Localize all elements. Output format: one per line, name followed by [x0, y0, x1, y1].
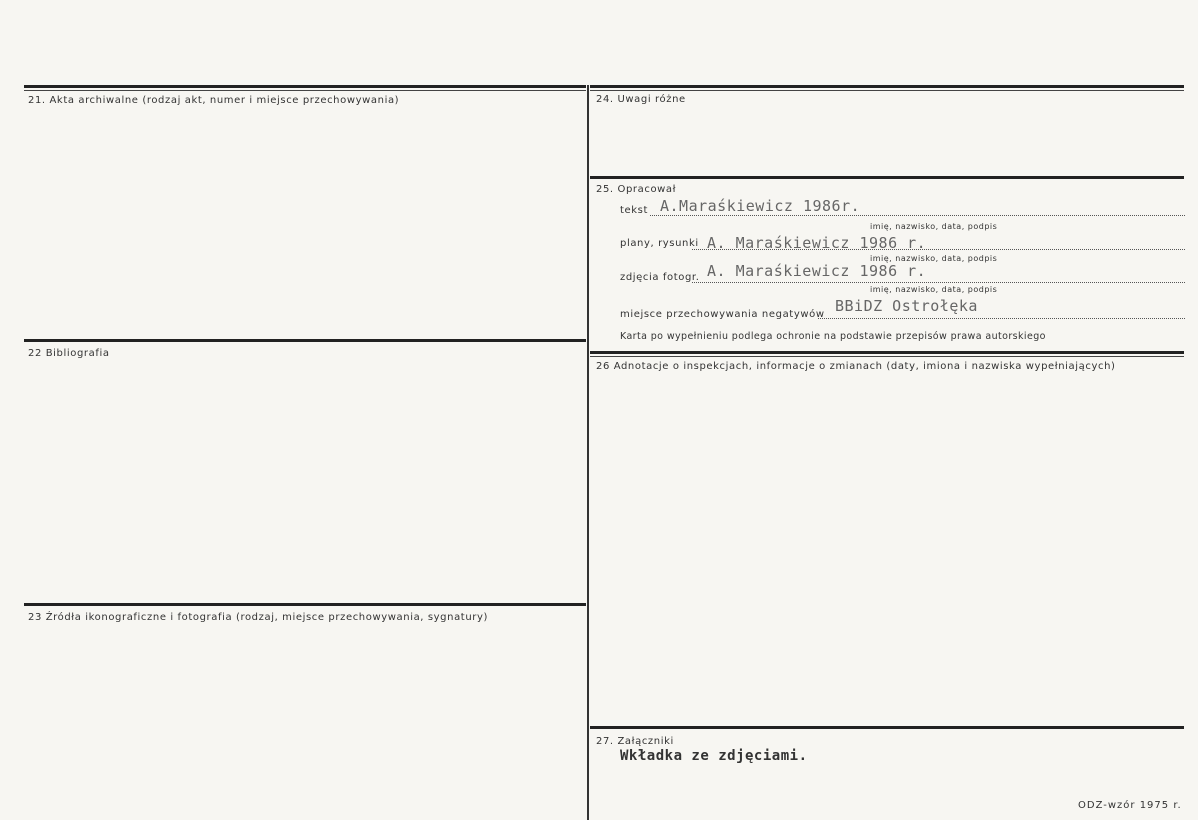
zdjecia-value: A. Maraśkiewicz 1986 r. [707, 262, 927, 280]
section-21-label: 21. Akta archiwalne (rodzaj akt, numer i miejsce przechowywania) [28, 95, 400, 106]
rule-top-right-under [590, 90, 1184, 91]
tekst-label: tekst [620, 205, 648, 216]
caption-3: imię, nazwisko, data, podpis [870, 285, 998, 294]
tekst-line [650, 215, 1185, 216]
column-divider [587, 85, 589, 820]
section-27-label: 27. Załączniki [596, 736, 674, 747]
section-25-label: 25. Opracował [596, 184, 677, 195]
section-23-label: 23 Źródła ikonograficzne i fotografia (rodzaj, miejsce przechowywania, sygnatury) [28, 612, 488, 623]
rule-right-26 [590, 351, 1184, 354]
rule-top-left-under [24, 90, 586, 91]
rule-right-27 [590, 726, 1184, 729]
section-22-label: 22 Bibliografia [28, 348, 110, 359]
rule-left-22 [24, 339, 586, 342]
caption-2: imię, nazwisko, data, podpis [870, 254, 998, 263]
plany-value: A. Maraśkiewicz 1986 r. [707, 234, 927, 252]
form-footer: ODZ-wzór 1975 r. [1078, 800, 1182, 811]
caption-1: imię, nazwisko, data, podpis [870, 222, 998, 231]
negatywy-line [818, 318, 1185, 319]
zdjecia-label: zdjęcia fotogr. [620, 272, 700, 283]
rule-left-23 [24, 603, 586, 606]
rule-right-26-under [590, 356, 1184, 357]
rule-top-left [24, 85, 586, 88]
negatywy-value: BBiDZ Ostrołęka [835, 297, 978, 315]
zdjecia-line [692, 282, 1185, 283]
rule-right-25 [590, 176, 1184, 179]
copyright-note: Karta po wypełnieniu podlega ochronie na podstawie przepisów prawa autorskiego [620, 331, 1046, 342]
rule-top-right [590, 85, 1184, 88]
attachments-value: Wkładka ze zdjęciami. [620, 748, 808, 764]
negatywy-label: miejsce przechowywania negatywów [620, 309, 825, 320]
tekst-value: A.Maraśkiewicz 1986r. [660, 197, 861, 215]
plany-label: plany, rysunki [620, 238, 699, 249]
section-26-label: 26 Adnotacje o inspekcjach, informacje o zmianach (daty, imiona i nazwiska wypełniających) [596, 361, 1116, 372]
section-24-label: 24. Uwagi różne [596, 94, 686, 105]
